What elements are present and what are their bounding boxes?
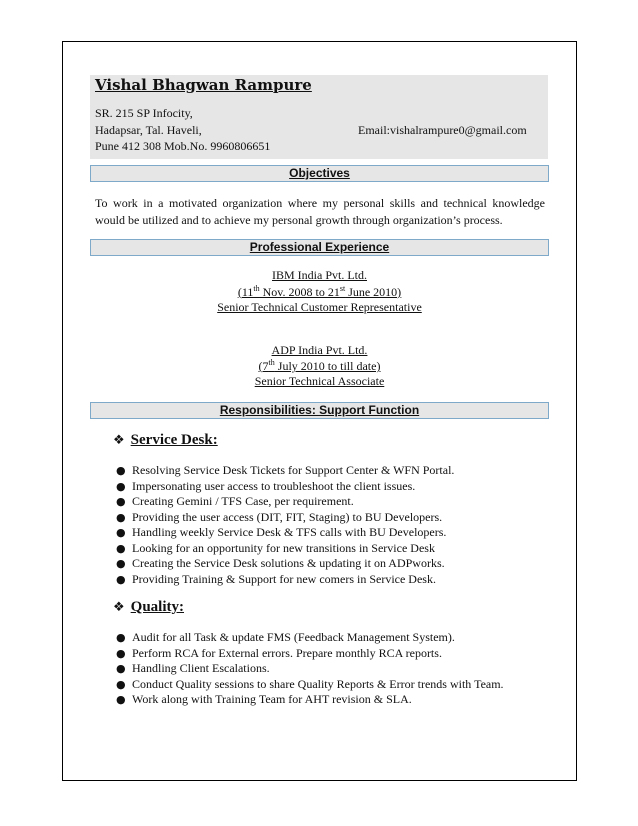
responsibilities-title: Responsibilities: Support Function [219,403,420,417]
list-item: ● Resolving Service Desk Tickets for Support Center & WFN Portal. [116,463,455,477]
list-item: ● Audit for all Task & update FMS (Feedback Management System). [116,630,455,644]
service-desk-heading: ❖ Service Desk: [113,432,218,448]
service-desk-list [116,463,454,587]
objectives-text: To work in a motivated organization where my personal skills and technical knowledge would be utilized and to achieve my personal growth through organization’s process. [95,196,545,227]
bullet-icon: ● [116,557,126,570]
diamond-icon: ❖ [113,433,125,448]
job-1-role: Senior Technical Customer Representative [217,300,422,314]
bullet-icon: ● [116,662,126,675]
address-line-1: SR. 215 SP Infocity, [95,106,193,120]
bullet-icon: ● [116,526,126,539]
list-item: ● Work along with Training Team for AHT revision & SLA. [116,692,412,706]
bullet-icon: ● [116,510,126,524]
experience-heading [90,239,549,256]
bullet-icon: ● [116,693,126,706]
bullet-icon: ● [116,495,126,508]
address-line-2: Hadapsar, Tal. Haveli, [95,123,202,137]
candidate-name: Vishal Bhagwan Rampure [95,76,312,94]
job-1-company: IBM India Pvt. Ltd. [272,268,367,282]
list-item: ● Impersonating user access to troubleshoot the client issues. [116,478,416,493]
bullet-icon: ● [116,479,126,493]
job-1-dates: (11th Nov. 2008 to 21st June 2010) [237,284,402,299]
list-item: ● Looking for an opportunity for new transitions in Service Desk [116,540,435,555]
job-2-company: ADP India Pvt. Ltd. [271,343,368,357]
list-item: ● Handling Client Escalations. [116,661,270,675]
list-item: ● Creating Gemini / TFS Case, per requirement. [116,494,354,508]
objectives-heading [90,165,549,182]
bullet-icon: ● [116,631,126,644]
diamond-icon: ❖ [113,600,125,615]
email-text: Email:vishalrampure0@gmail.com [358,123,527,137]
experience-title: Professional Experience [249,240,390,254]
list-item: ● Providing Training & Support for new comers in Service Desk. [116,571,436,586]
quality-list [116,630,504,708]
quality-heading: ❖ Quality: [113,599,184,615]
job-2-role: Senior Technical Associate [254,374,385,388]
list-item: ● Handling weekly Service Desk & TFS calls with BU Developers. [116,525,447,539]
bullet-icon: ● [116,646,126,660]
list-item: ● Providing the user access (DIT, FIT, Staging) to BU Developers. [116,509,443,524]
job-2-dates: (7th July 2010 to till date) [258,358,381,373]
list-item: ● Conduct Quality sessions to share Quality Reports & Error trends with Team. [116,676,504,691]
bullet-icon: ● [116,572,126,586]
address-line-3: Pune 412 308 Mob.No. 9960806651 [95,139,271,153]
responsibilities-heading [90,402,549,419]
list-item: ● Perform RCA for External errors. Prepare monthly RCA reports. [116,645,442,660]
bullet-icon: ● [116,677,126,691]
bullet-icon: ● [116,464,126,477]
bullet-icon: ● [116,541,126,555]
objectives-title: Objectives [289,166,350,180]
list-item: ● Creating the Service Desk solutions & updating it on ADPworks. [116,556,445,570]
